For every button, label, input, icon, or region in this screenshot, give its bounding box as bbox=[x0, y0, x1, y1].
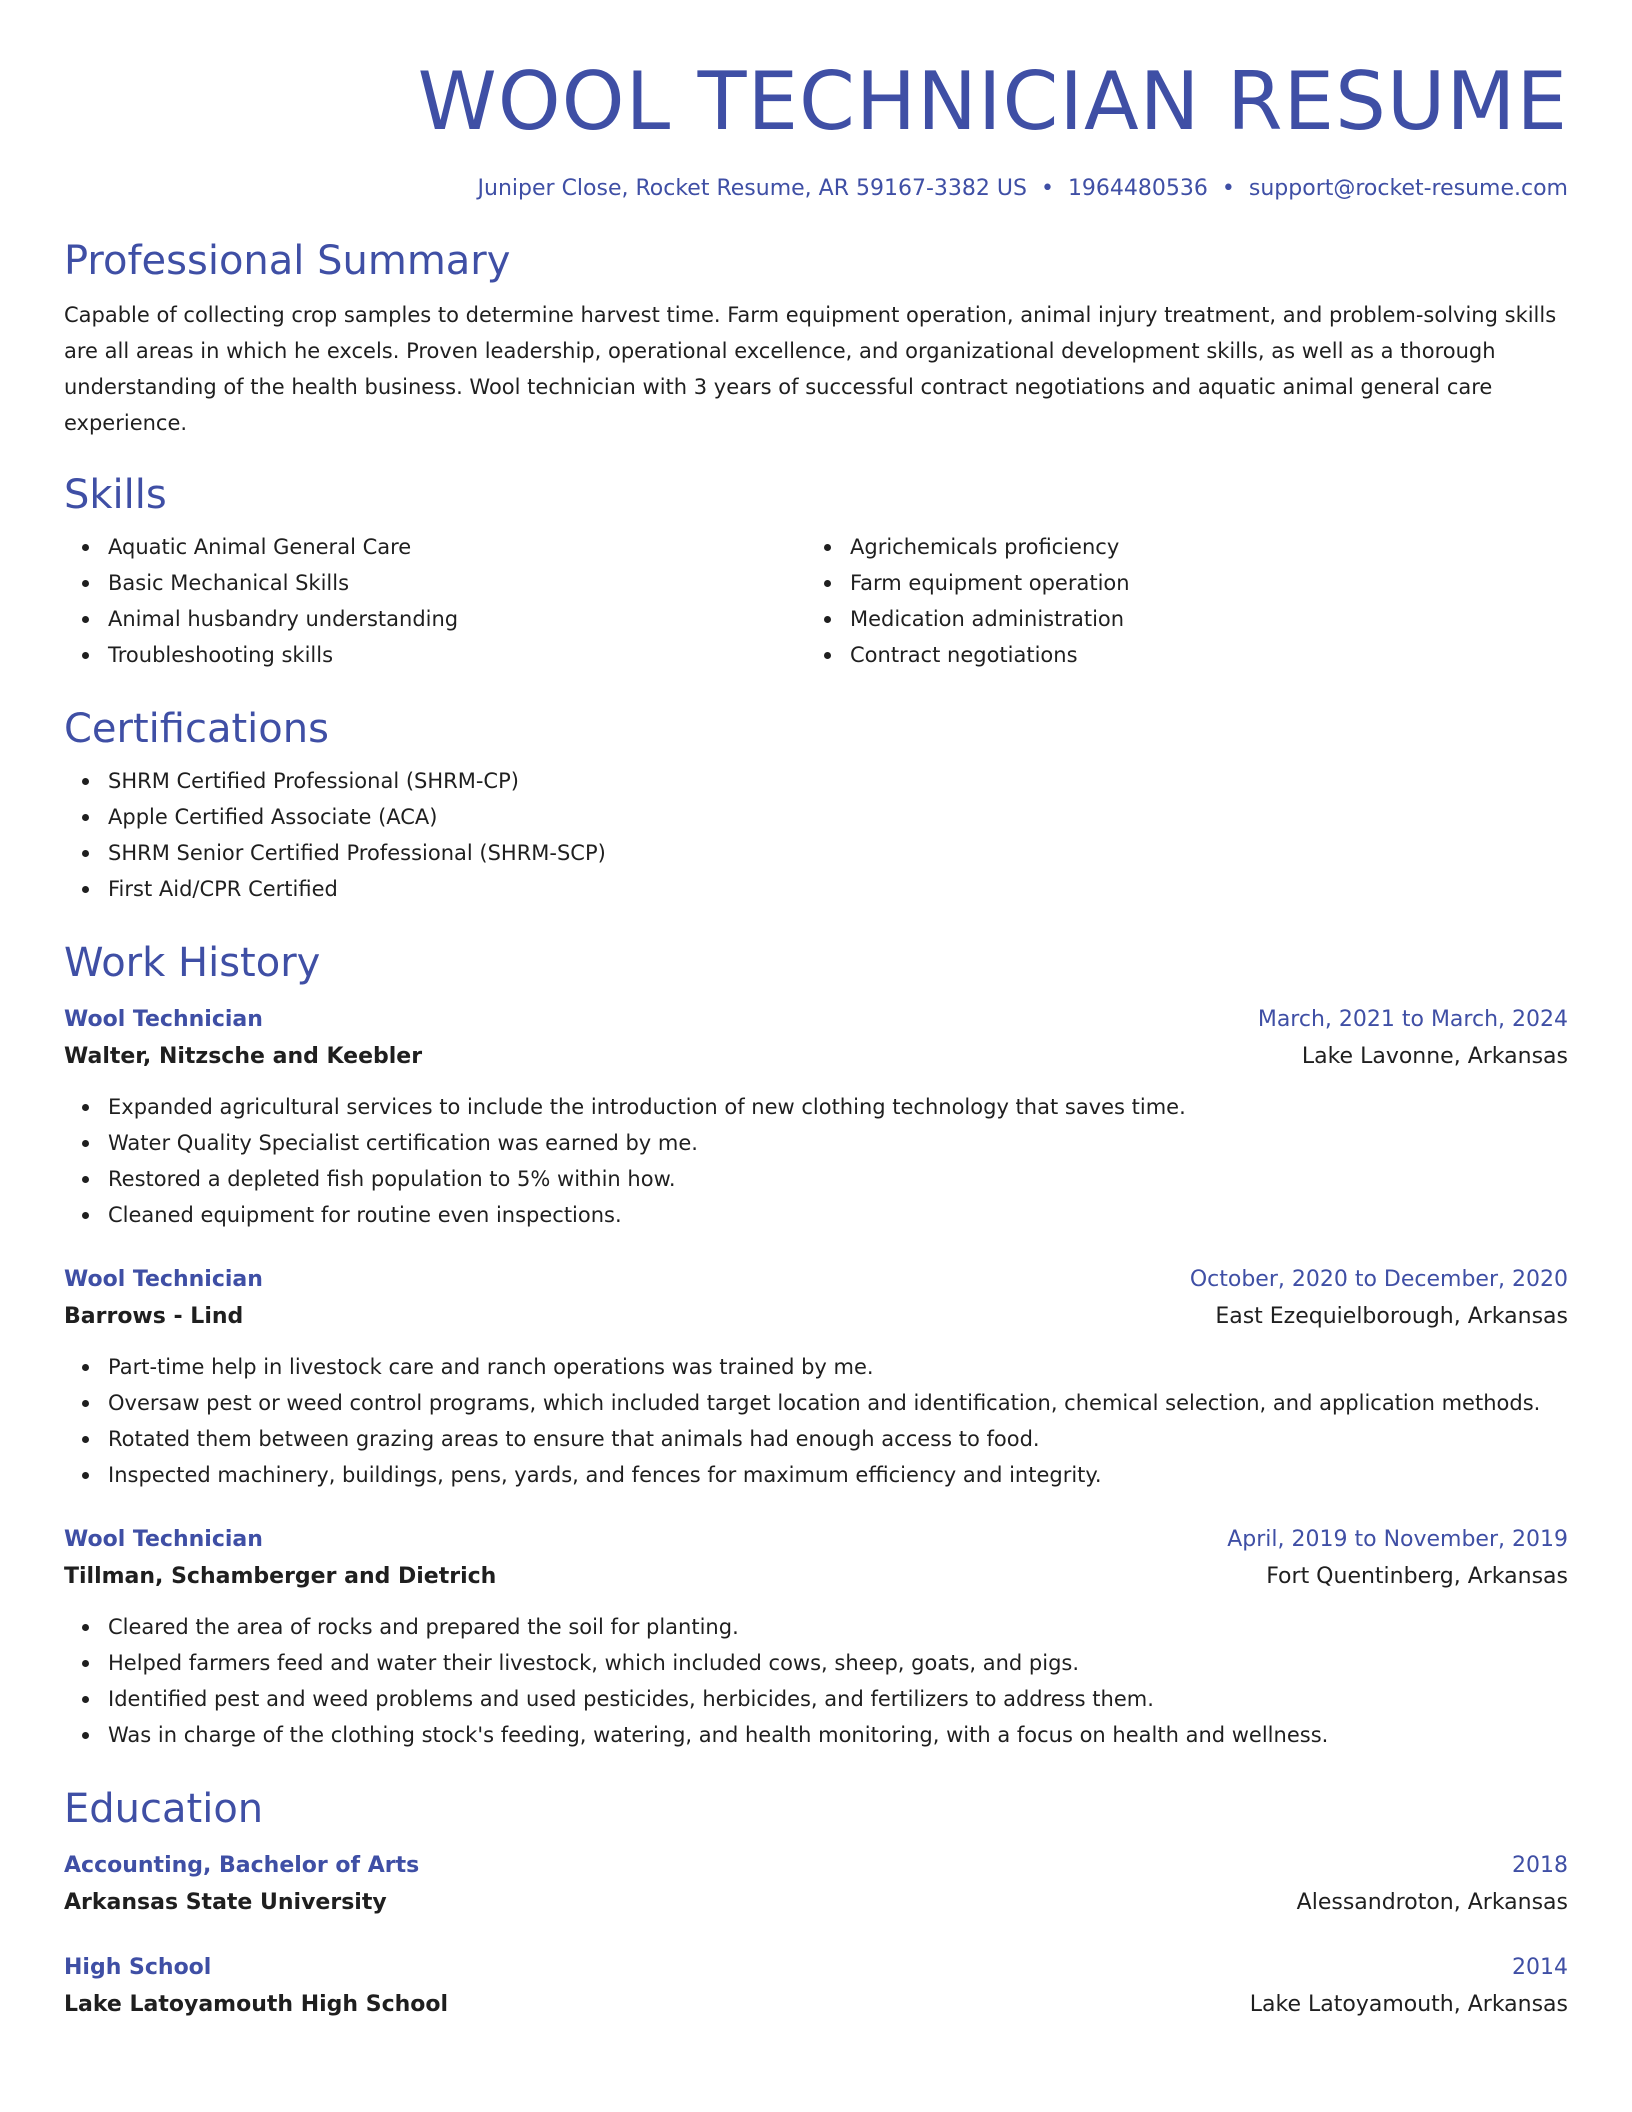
education-header-row bbox=[64, 1849, 1568, 1883]
job-bullet: Expanded agricultural services to include the introduction of new clothing technology that saves time. bbox=[108, 1089, 1568, 1125]
skills-section bbox=[64, 472, 1568, 673]
work-history-section bbox=[64, 940, 1568, 1753]
job-role: Wool Technician bbox=[64, 1527, 263, 1552]
job-company: Barrows - Lind bbox=[64, 1304, 244, 1329]
skill-item: Contract negotiations bbox=[850, 637, 1548, 673]
job-company: Walter, Nitzsche and Keebler bbox=[64, 1044, 423, 1069]
skill-item: Farm equipment operation bbox=[850, 565, 1548, 601]
education-degree: Accounting, Bachelor of Arts bbox=[64, 1853, 420, 1878]
certifications-heading: Certifications bbox=[64, 706, 329, 752]
education-header-row bbox=[64, 1951, 1568, 1985]
skills-column-right bbox=[806, 529, 1548, 673]
skills-list-right bbox=[806, 529, 1548, 673]
contact-line bbox=[64, 176, 1568, 201]
summary-text: Capable of collecting crop samples to determine harvest time. Farm equipment operation, animal injury treatment, and problem-solving skills are all areas in which he excels. Proven leadership, operational excellence, and organizational development skills, as well as a thorough understanding of the health business. Wool technician with 3 years of successful contract negotiations and aquatic animal general care experience. bbox=[64, 303, 1557, 435]
job-bullet: Part-time help in livestock care and ranch operations was trained by me. bbox=[108, 1349, 1568, 1385]
certification-item: SHRM Senior Certified Professional (SHRM-SCP) bbox=[108, 835, 1568, 871]
job-role: Wool Technician bbox=[64, 1267, 263, 1292]
job-location: East Ezequielborough, Arkansas bbox=[1215, 1304, 1568, 1329]
job-location: Lake Lavonne, Arkansas bbox=[1301, 1044, 1568, 1069]
summary-section bbox=[64, 238, 1568, 441]
job-location: Fort Quentinberg, Arkansas bbox=[1266, 1564, 1568, 1589]
job-bullet: Rotated them between grazing areas to ensure that animals had enough access to food. bbox=[108, 1421, 1568, 1457]
education-location: Alessandroton, Arkansas bbox=[1296, 1890, 1568, 1915]
education-school: Lake Latoyamouth High School bbox=[64, 1992, 449, 2017]
job-entry bbox=[64, 1263, 1568, 1493]
job-bullet: Identified pest and weed problems and used pesticides, herbicides, and fertilizers to address them. bbox=[108, 1681, 1568, 1717]
skill-item: Troubleshooting skills bbox=[108, 637, 806, 673]
skills-column-left bbox=[64, 529, 806, 673]
contact-separator: • bbox=[1221, 176, 1235, 201]
education-school-row bbox=[64, 1883, 1568, 1923]
job-bullet: Cleared the area of rocks and prepared the soil for planting. bbox=[108, 1609, 1568, 1645]
education-entry bbox=[64, 1849, 1568, 1923]
education-year: 2018 bbox=[1512, 1853, 1568, 1878]
education-location: Lake Latoyamouth, Arkansas bbox=[1249, 1992, 1568, 2017]
education-school-row bbox=[64, 1985, 1568, 2025]
job-bullet: Helped farmers feed and water their livestock, which included cows, sheep, goats, and pigs. bbox=[108, 1645, 1568, 1681]
contact-phone: 1964480536 bbox=[1067, 176, 1208, 201]
job-entry bbox=[64, 1523, 1568, 1753]
job-bullet: Was in charge of the clothing stock's feeding, watering, and health monitoring, with a focus on health and wellness. bbox=[108, 1717, 1568, 1753]
job-dates: March, 2021 to March, 2024 bbox=[1257, 1007, 1568, 1032]
job-bullets bbox=[64, 1089, 1568, 1233]
contact-separator: • bbox=[1040, 176, 1054, 201]
job-dates: October, 2020 to December, 2020 bbox=[1189, 1267, 1568, 1292]
skills-heading: Skills bbox=[64, 472, 167, 518]
job-bullet: Oversaw pest or weed control programs, which included target location and identification, chemical selection, and application methods. bbox=[108, 1385, 1568, 1421]
certification-item: Apple Certified Associate (ACA) bbox=[108, 799, 1568, 835]
contact-email: support@rocket-resume.com bbox=[1248, 176, 1568, 201]
certification-item: SHRM Certified Professional (SHRM-CP) bbox=[108, 763, 1568, 799]
job-dates: April, 2019 to November, 2019 bbox=[1227, 1527, 1568, 1552]
skills-grid bbox=[64, 529, 1568, 673]
skills-list-left bbox=[64, 529, 806, 673]
education-entry bbox=[64, 1951, 1568, 2025]
job-company: Tillman, Schamberger and Dietrich bbox=[64, 1564, 497, 1589]
skill-item: Agrichemicals proficiency bbox=[850, 529, 1548, 565]
job-bullet: Water Quality Specialist certification was earned by me. bbox=[108, 1125, 1568, 1161]
job-bullet: Cleaned equipment for routine even inspections. bbox=[108, 1197, 1568, 1233]
job-company-row bbox=[64, 1037, 1568, 1077]
job-bullets bbox=[64, 1609, 1568, 1753]
education-section bbox=[64, 1786, 1568, 2025]
certifications-list bbox=[64, 763, 1568, 907]
job-entry bbox=[64, 1003, 1568, 1233]
job-bullet: Inspected machinery, buildings, pens, yards, and fences for maximum efficiency and integrity. bbox=[108, 1457, 1568, 1493]
job-company-row bbox=[64, 1297, 1568, 1337]
job-header-row bbox=[64, 1523, 1568, 1557]
job-header-row bbox=[64, 1003, 1568, 1037]
summary-heading: Professional Summary bbox=[64, 238, 511, 284]
certification-item: First Aid/CPR Certified bbox=[108, 871, 1568, 907]
skill-item: Animal husbandry understanding bbox=[108, 601, 806, 637]
job-company-row bbox=[64, 1557, 1568, 1597]
job-bullet: Restored a depleted fish population to 5% within how. bbox=[108, 1161, 1568, 1197]
certifications-section bbox=[64, 706, 1568, 907]
work-history-heading: Work History bbox=[64, 940, 321, 986]
skill-item: Basic Mechanical Skills bbox=[108, 565, 806, 601]
job-role: Wool Technician bbox=[64, 1007, 263, 1032]
job-bullets bbox=[64, 1349, 1568, 1493]
job-header-row bbox=[64, 1263, 1568, 1297]
education-heading: Education bbox=[64, 1786, 264, 1832]
education-degree: High School bbox=[64, 1955, 212, 1980]
resume-title: WOOL TECHNICIAN RESUME bbox=[417, 55, 1568, 148]
contact-address: Juniper Close, Rocket Resume, AR 59167-3382 US bbox=[477, 176, 1027, 201]
skill-item: Medication administration bbox=[850, 601, 1548, 637]
education-year: 2014 bbox=[1512, 1955, 1568, 1980]
skill-item: Aquatic Animal General Care bbox=[108, 529, 806, 565]
education-school: Arkansas State University bbox=[64, 1890, 387, 1915]
